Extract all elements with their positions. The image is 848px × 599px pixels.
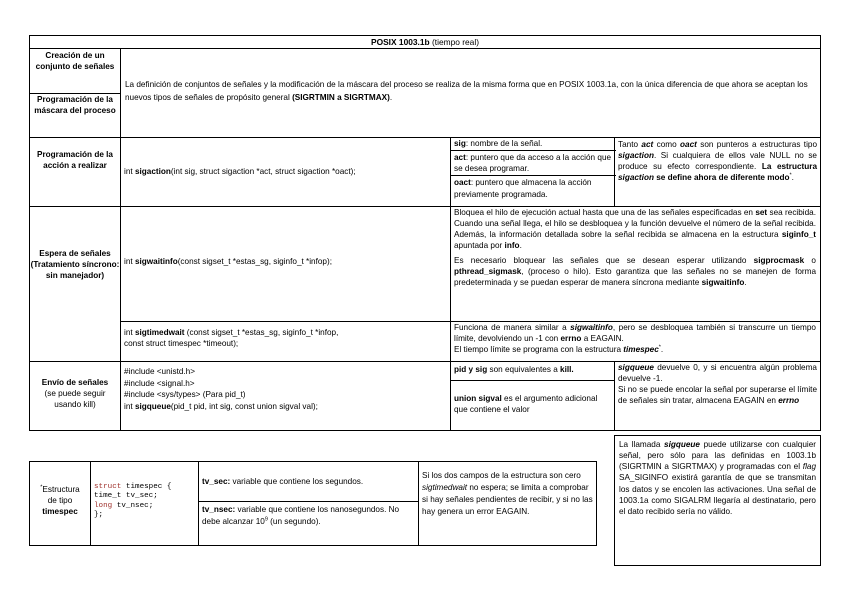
- sigaction-signature: int sigaction(int sig, struct sigaction *act, struct sigaction *oact);: [124, 167, 356, 176]
- table-border-bottom: [29, 430, 614, 431]
- table-rule: [450, 380, 614, 381]
- shared-description: La definición de conjuntos de señales y la modificación de la máscara del proceso se realiza de la misma forma que en POSIX 1003.1a, con la única diferencia de que ahora se aceptan los nuevos tipos de señales de propósito general (SIGRTMIN a SIGRTMAX).: [125, 80, 808, 103]
- sigqueue-note-box: La llamada sigqueue puede utilizarse con cualquier señal, pero sólo para las definidas en 1003.1b (SIGRTMIN a SIGRTMAX) y programadas con el flag SA_SIGINFO existirá garantía de que se transmitan los datos y se encolen las activaciones. Una señal de 1003.1a como SIGALRM llegaría al destinatario, pero el dato recibido sería no válido.: [614, 435, 821, 566]
- timespec-code: struct timespec { time_t tv_sec; long tv_nsec; };: [94, 483, 172, 520]
- table-col-rule: [614, 137, 615, 206]
- table-rule: [29, 48, 821, 49]
- param-act: act: puntero que da acceso a la acción que se desea programar.: [454, 153, 612, 174]
- timespec-row-rule: [198, 501, 418, 502]
- timespec-note: Si los dos campos de la estructura son cero sigtimedwait no espera; se limita a comprobar si hay señales pendientes de recibir, y si no las hay genera un error EAGAIN.: [422, 471, 593, 516]
- tv-nsec-description: tv_nsec: variable que contiene los nanosegundos. No debe alcanzar $10^9$ (un segundo).: [202, 505, 400, 526]
- timespec-col-rule: [90, 461, 91, 546]
- sigaction-note: Tanto act como oact son punteros a estructuras tipo sigaction. Si cualquiera de ellos vale NULL no se produce su efecto correspondiente. La estructura sigaction se define ahora de diferente modo*.: [618, 140, 817, 183]
- table-col-rule: [450, 137, 451, 431]
- header-title-suffix: (tiempo real): [429, 37, 479, 47]
- tv-sec-description: tv_sec: variable que contiene los segundos.: [202, 477, 364, 486]
- table-col-rule: [120, 48, 121, 431]
- sigval-param: union sigval es el argumento adicional que contiene el valor: [454, 394, 598, 415]
- header-title: POSIX 1003.1b: [370, 37, 430, 47]
- sigqueue-params: pid y sig son equivalentes a kill.: [454, 365, 574, 374]
- table-border-bottom: [614, 430, 821, 431]
- timespec-label: *Estructura de tipo timespec: [40, 484, 80, 517]
- row-label-envio: Envío de señales (se puede seguir usando kill): [41, 378, 109, 410]
- table-border-right: [820, 35, 821, 431]
- row-label-espera: Espera de señales (Tratamiento síncrono: sin manejador): [30, 249, 120, 281]
- table-col-rule: [614, 361, 615, 431]
- sigwaitinfo-signature: int sigwaitinfo(const sigset_t *estas_sg, siginfo_t *infop);: [124, 257, 332, 266]
- row-label-creacion: Creación de un conjunto de señales: [35, 51, 115, 72]
- sigqueue-return: sigqueue devuelve 0, y si encuentra algún problema devuelve -1. Si no se puede encolar la señal por superarse el límite de señales sin tratar, almacena EAGAIN en errno: [618, 363, 817, 406]
- param-sig: sig: nombre de la señal.: [454, 139, 543, 148]
- sigtimedwait-description: Funciona de manera similar a sigwaitinfo, pero se desbloquea también si transcurre un tiempo límite, devolviendo un -1 con errno a EAGAIN. El tiempo límite se programa con la estructura timespec*.: [454, 323, 816, 355]
- sigtimedwait-signature: int sigtimedwait (const sigset_t *estas_sg, siginfo_t *infop, const struct timespec *timeout);: [124, 328, 339, 349]
- table-rule: [29, 137, 821, 138]
- timespec-col-rule: [418, 461, 419, 546]
- row-label-sigaction: Programación de la acción a realizar: [37, 150, 113, 171]
- sigwaitinfo-description: Bloquea el hilo de ejecución actual hasta que una de las señales especificadas en set sea recibida. Cuando una señal llega, el hilo se desbloquea y la función devuelve el número de la señal recibida. Además, la información detallada sobre la señal recibida se almacena en la estructura siginfo_t apuntada por info. Es necesario bloquear las señales que se desean esperar utilizando sigprocmask o pthread_sigmask, (proceso o hilo). Esto garantiza que las señales no se manejen de forma predeterminada y se puedan esperar de manera síncrona mediante sigwaitinfo.: [454, 208, 816, 287]
- table-header: [30, 36, 820, 48]
- sigaction-params: [454, 138, 612, 200]
- param-oact: oact: puntero que almacena la acción previamente programada.: [454, 178, 592, 199]
- row-label-programacion-mascara: Programación de la máscara del proceso: [34, 95, 116, 116]
- sigqueue-code: #include <unistd.h> #include <signal.h> #include <sys/types> (Para pid_t) int sigqueue(pid_t pid, int sig, const union sigval val);: [124, 367, 318, 411]
- timespec-col-rule: [198, 461, 199, 546]
